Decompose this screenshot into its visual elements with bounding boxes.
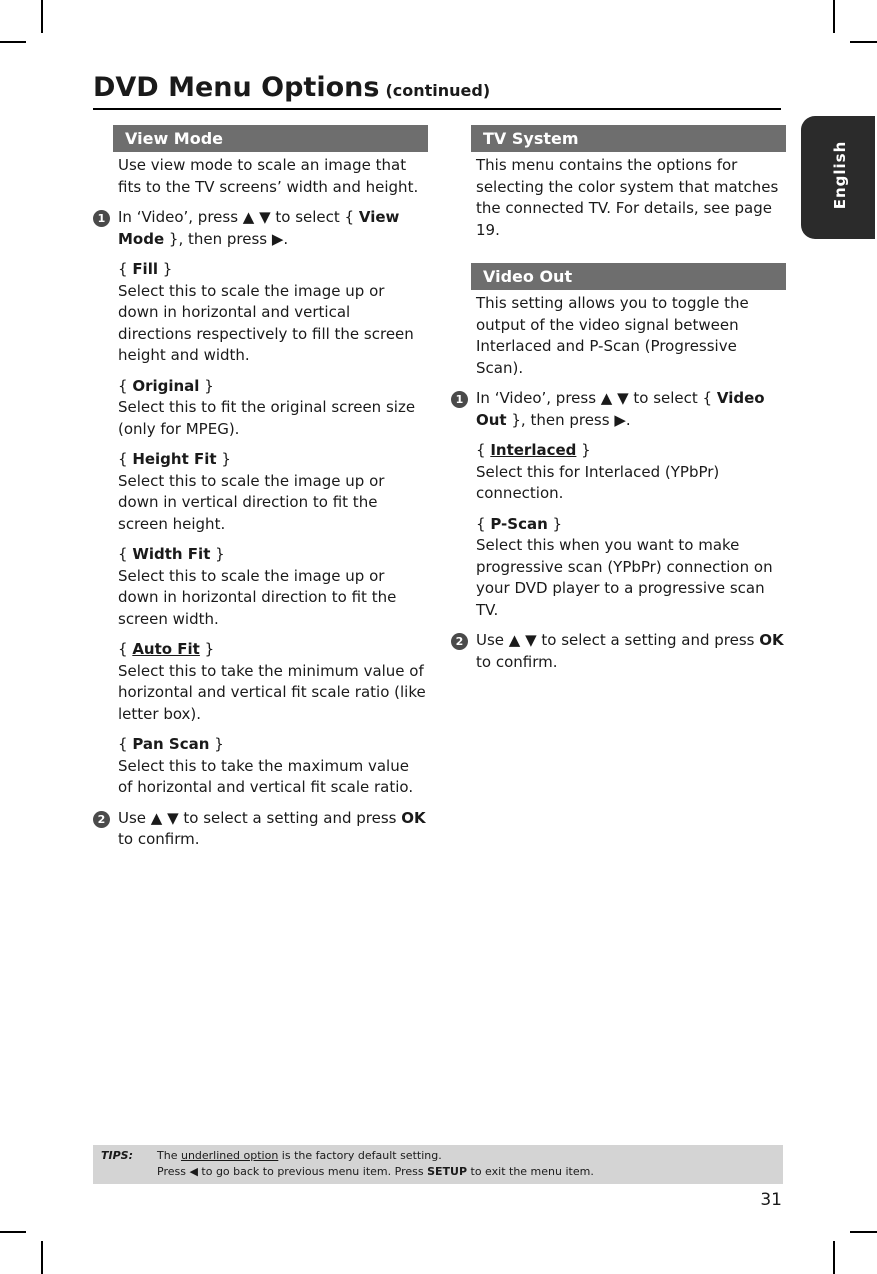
video-out-heading: Video Out <box>471 263 786 290</box>
option-pan-scan: { Pan Scan } Select this to take the maximum value of horizontal and vertical fit scale ratio. <box>118 735 414 796</box>
view-mode-intro: Use view mode to scale an image that fits to the TV screens’ width and height. <box>118 156 419 196</box>
tips-label: TIPS: <box>101 1149 133 1162</box>
crop-mark <box>833 1241 835 1274</box>
right-column <box>451 125 786 682</box>
option-fill: { Fill } Select this to scale the image up or down in horizontal and vertical directions respectively to fill the screen height and width. <box>118 260 414 364</box>
view-mode-step-2: 2 Use ▲ ▼ to select a setting and press OK to confirm. <box>118 808 428 851</box>
option-auto-fit: { Auto Fit } Select this to take the minimum value of horizontal and vertical fit scale ratio (like letter box). <box>118 640 426 723</box>
crop-mark <box>0 1231 26 1233</box>
page-title-main: DVD Menu Options <box>93 72 380 103</box>
tips-line-1: The underlined option is the factory default setting. <box>157 1149 442 1162</box>
tips-line-2: Press ◀ to go back to previous menu item. Press SETUP to exit the menu item. <box>157 1165 594 1178</box>
option-width-fit: { Width Fit } Select this to scale the image up or down in horizontal direction to fit the screen width. <box>118 545 397 628</box>
view-mode-heading: View Mode <box>113 125 428 152</box>
page-title <box>93 72 781 110</box>
tips-bar <box>93 1145 783 1184</box>
tv-system-intro: This menu contains the options for selecting the color system that matches the connected TV. For details, see page 19. <box>476 156 779 239</box>
step-number-icon: 1 <box>451 391 468 408</box>
language-tab-label: English <box>831 140 849 210</box>
video-out-step-2: 2 Use ▲ ▼ to select a setting and press OK to confirm. <box>476 630 786 673</box>
option-interlaced: { Interlaced } Select this for Interlaced (YPbPr) connection. <box>476 441 720 502</box>
crop-mark <box>833 0 835 33</box>
tv-system-heading: TV System <box>471 125 786 152</box>
option-height-fit: { Height Fit } Select this to scale the image up or down in vertical direction to fit the screen height. <box>118 450 385 533</box>
step-number-icon: 2 <box>93 811 110 828</box>
view-mode-step-1: 1 In ‘Video’, press ▲ ▼ to select { View Mode }, then press ▶. <box>118 207 428 250</box>
option-original: { Original } Select this to fit the original screen size (only for MPEG). <box>118 376 416 438</box>
page-title-continued: (continued) <box>385 81 491 100</box>
crop-mark <box>850 1231 877 1233</box>
step-number-icon: 1 <box>93 210 110 227</box>
language-tab <box>801 116 875 239</box>
crop-mark <box>0 41 26 43</box>
video-out-intro: This setting allows you to toggle the output of the video signal between Interlaced and P-Scan (Progressive Scan). <box>476 294 749 377</box>
left-column <box>93 125 428 860</box>
video-out-step-1: 1 In ‘Video’, press ▲ ▼ to select { Video Out }, then press ▶. <box>476 388 786 431</box>
crop-mark <box>850 41 877 43</box>
page-number: 31 <box>760 1190 782 1210</box>
crop-mark <box>41 1241 43 1274</box>
crop-mark <box>41 0 43 33</box>
step-number-icon: 2 <box>451 633 468 650</box>
option-p-scan: { P-Scan } Select this when you want to make progressive scan (YPbPr) connection on your DVD player to a progressive scan TV. <box>476 514 773 619</box>
